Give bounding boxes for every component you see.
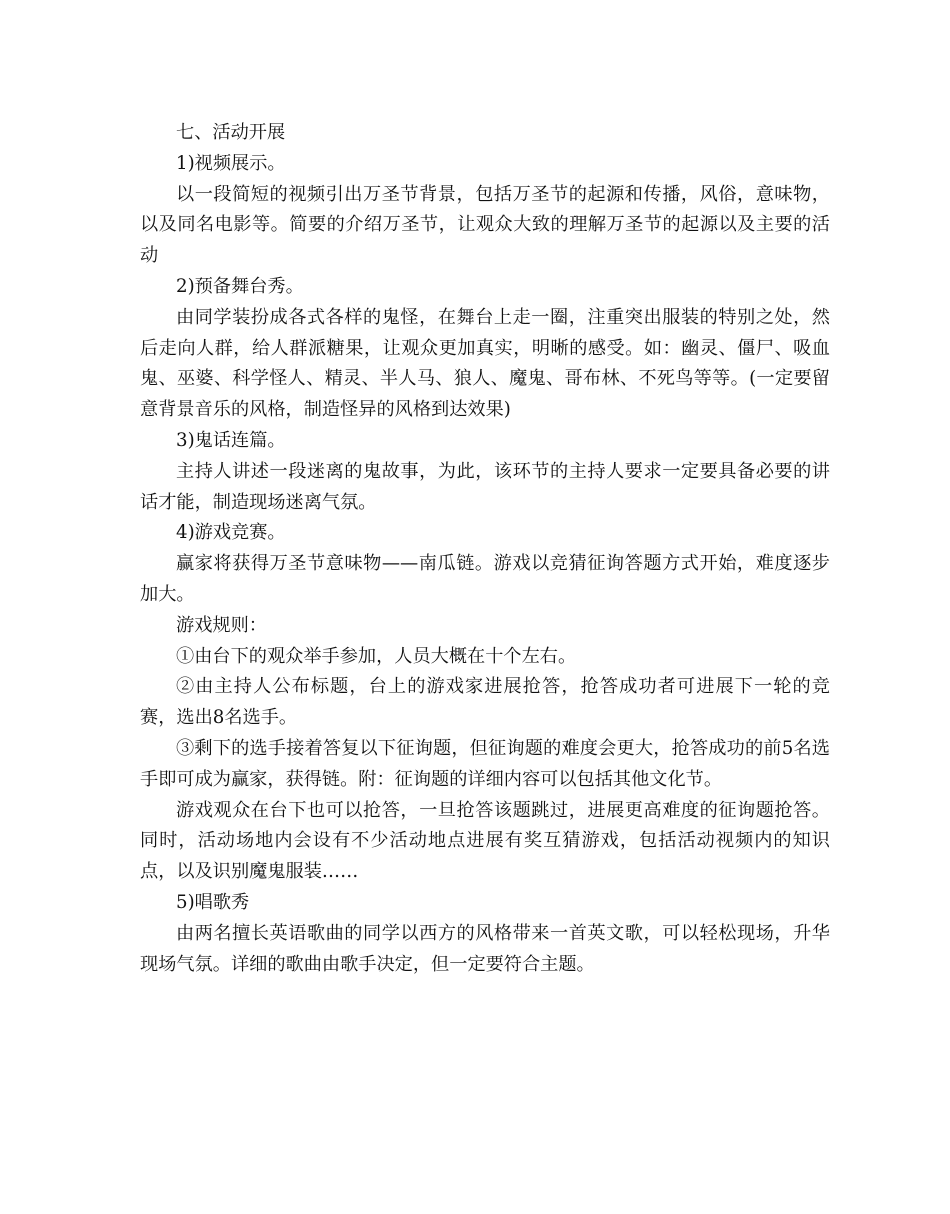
section-heading: 七、活动开展 xyxy=(176,122,286,143)
paragraph-stage-show: 由同学装扮成各式各样的鬼怪，在舞台上走一圈，注重突出服装的特别之处，然后走向人群，给人群派糖果，让观众更加真实，明晰的感受。如：幽灵、僵尸、吸血鬼、巫婆、科学怪人、精灵、半人马、狼人、魔鬼、哥布林、不死鸟等等。(一定要留意背景音乐的风格，制造怪异的风格到达效果) xyxy=(140,306,830,421)
document-body xyxy=(140,118,830,980)
paragraph-ghost-stories: 主持人讲述一段迷离的鬼故事，为此，该环节的主持人要求一定要具备必要的讲话才能，制造现场迷离气氛。 xyxy=(140,460,830,513)
rule-item-3: ③剩下的选手接着答复以下征询题，但征询题的难度会更大，抢答成功的前5名选手即可成为赢家，获得链。附：征询题的详细内容可以包括其他文化节。 xyxy=(140,737,830,790)
paragraph-video: 以一段简短的视频引出万圣节背景，包括万圣节的起源和传播，风俗，意味物，以及同名电影等。简要的介绍万圣节，让观众大致的理解万圣节的起源以及主要的活动 xyxy=(140,183,830,267)
paragraph-game-contest: 赢家将获得万圣节意味物——南瓜链。游戏以竞猜征询答题方式开始，难度逐步加大。 xyxy=(140,553,830,605)
subheading-ghost-stories: 3)鬼话连篇。 xyxy=(176,429,286,451)
paragraph-audience-game: 游戏观众在台下也可以抢答，一旦抢答该题跳过，进展更高难度的征询题抢答。同时，活动场地内会设有不少活动地点进展有奖互猜游戏，包括活动视频内的知识点，以及识别魔鬼服装…… xyxy=(140,799,830,883)
subheading-game-rules: 游戏规则： xyxy=(176,614,267,636)
subheading-stage-show: 2)预备舞台秀。 xyxy=(176,275,304,297)
paragraph-singing-show: 由两名擅长英语歌曲的同学以西方的风格带来一首英文歌，可以轻松现场，升华现场气氛。详细的歌曲由歌手决定，但一定要符合主题。 xyxy=(140,922,830,975)
rule-item-1: ①由台下的观众举手参加，人员大概在十个左右。 xyxy=(176,645,577,667)
rule-item-2: ②由主持人公布标题，台上的游戏家进展抢答，抢答成功者可进展下一轮的竞赛，选出8名选手。 xyxy=(140,676,830,729)
subheading-video: 1)视频展示。 xyxy=(176,152,286,174)
subheading-game-contest: 4)游戏竞赛。 xyxy=(176,522,286,544)
subheading-singing-show: 5)唱歌秀 xyxy=(176,891,250,913)
